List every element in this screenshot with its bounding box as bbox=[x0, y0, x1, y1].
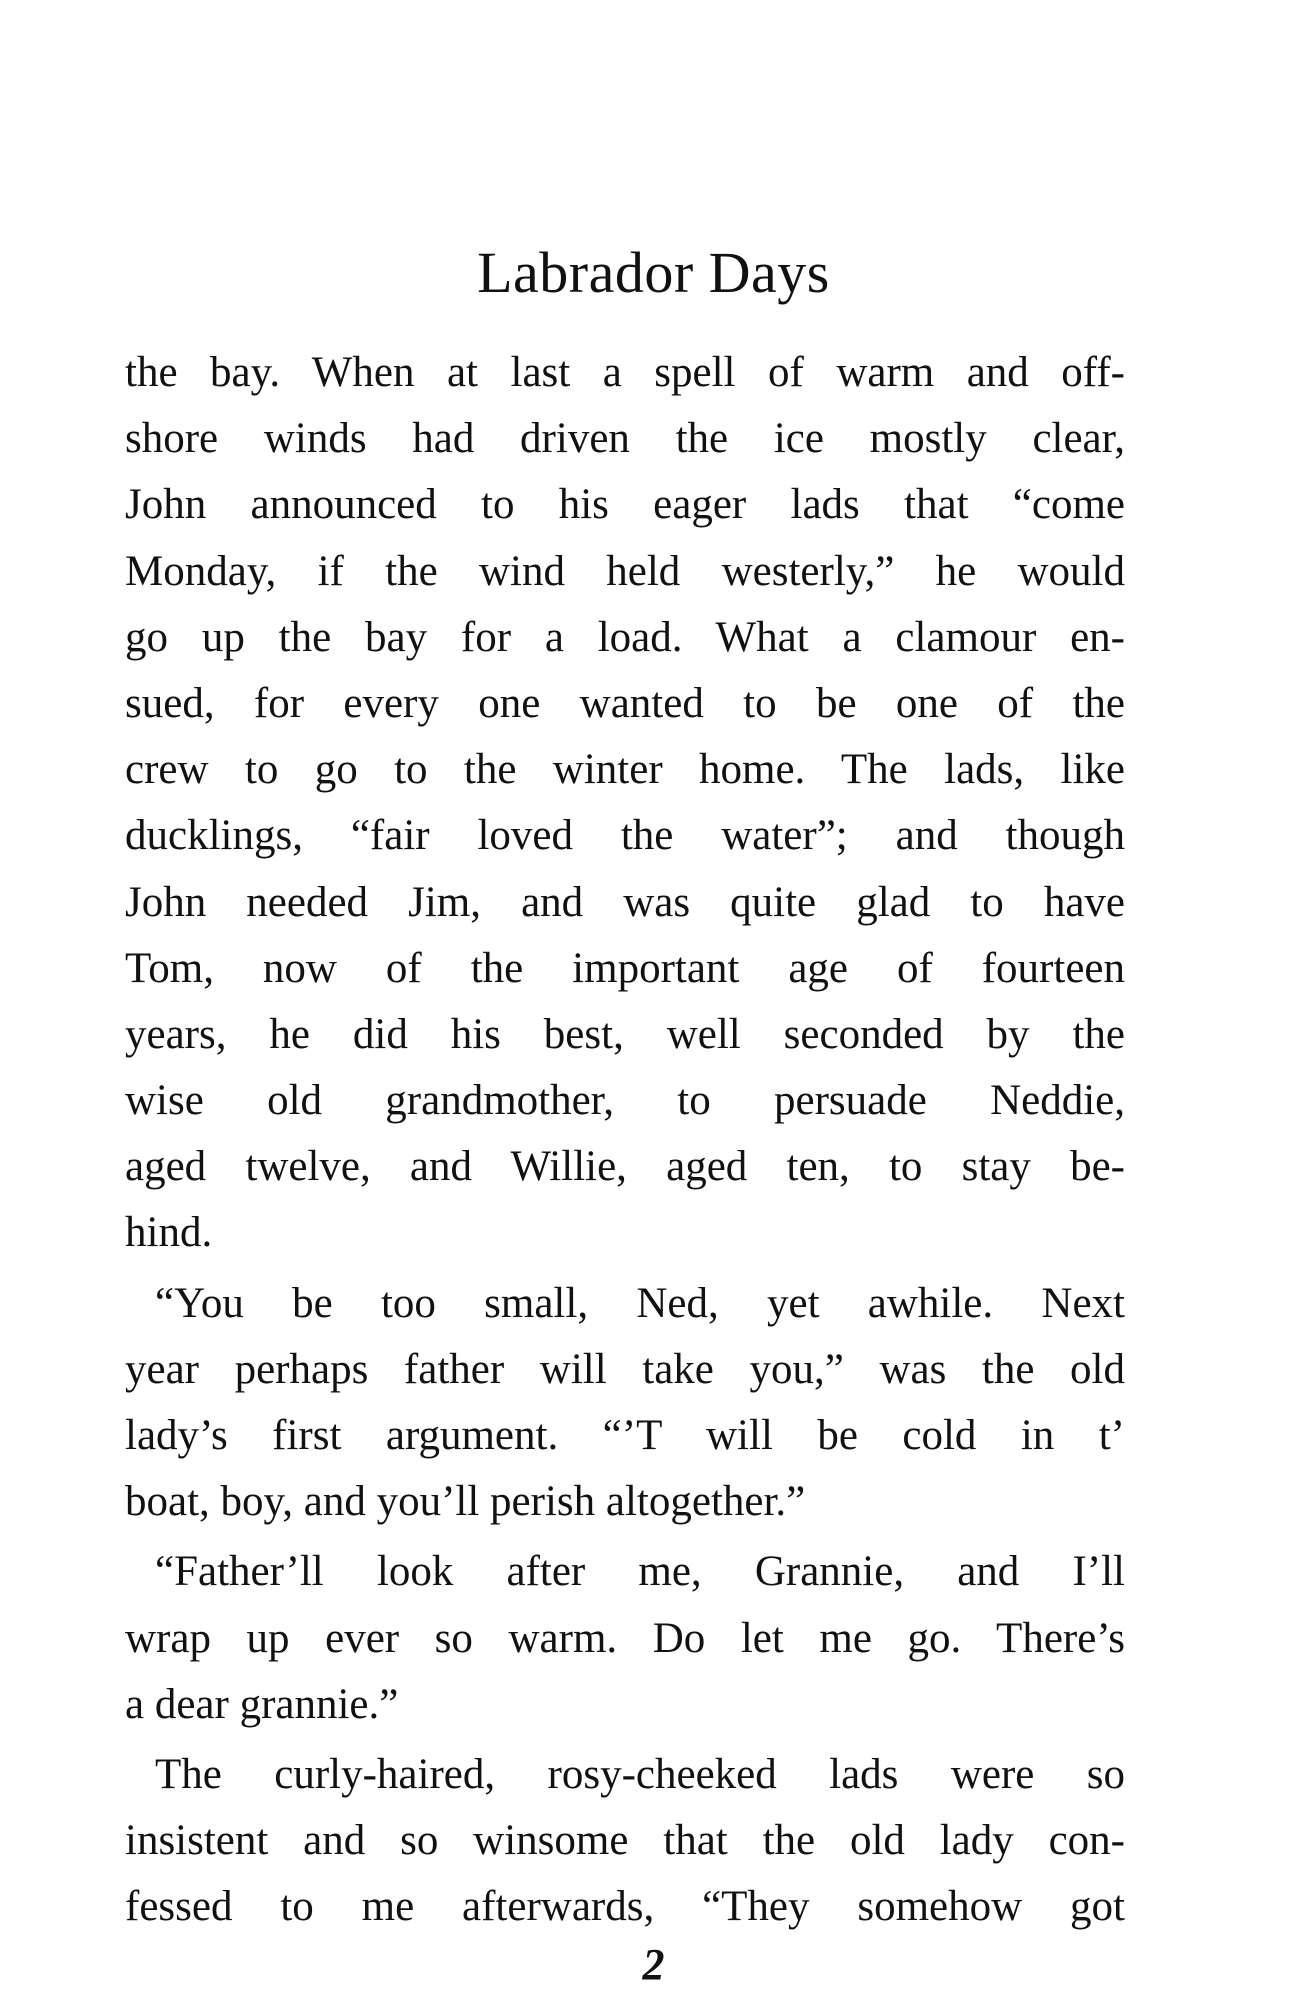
text-line: sued, for every one wanted to be one of the bbox=[125, 679, 1125, 727]
paragraph bbox=[125, 340, 1125, 1267]
text-line: Tom, now of the important age of fourteen bbox=[125, 944, 1125, 992]
text-line: years, he did his best, well seconded by the bbox=[125, 1010, 1125, 1058]
text-line: John needed Jim, and was quite glad to have bbox=[125, 878, 1125, 926]
paragraph bbox=[125, 1271, 1125, 1536]
text-line: go up the bay for a load. What a clamour en- bbox=[125, 613, 1125, 661]
text-line: aged twelve, and Willie, aged ten, to stay be- bbox=[125, 1143, 1125, 1191]
text-line: a dear grannie.” bbox=[125, 1680, 399, 1728]
text-line: lady’s first argument. “’T will be cold in t’ bbox=[125, 1412, 1125, 1459]
text-line: hind. bbox=[125, 1209, 213, 1257]
text-line: crew to go to the winter home. The lads, like bbox=[125, 746, 1125, 794]
running-head: Labrador Days bbox=[477, 240, 830, 305]
text-line: insistent and so winsome that the old lady con- bbox=[125, 1817, 1125, 1865]
text-line: “You be too small, Ned, yet awhile. Next bbox=[155, 1279, 1125, 1327]
text-line: fessed to me afterwards, “They somehow got bbox=[125, 1883, 1125, 1931]
text-line: “Father’ll look after me, Grannie, and I’ll bbox=[155, 1548, 1125, 1596]
text-line: boat, boy, and you’ll perish altogether.” bbox=[125, 1478, 806, 1526]
text-line: John announced to his eager lads that “come bbox=[125, 481, 1125, 529]
paragraph bbox=[125, 1742, 1125, 1941]
body-text bbox=[125, 340, 1125, 1941]
text-line: year perhaps father will take you,” was the old bbox=[125, 1345, 1125, 1393]
page-number: 2 bbox=[642, 1940, 665, 1989]
text-line: Monday, if the wind held westerly,” he would bbox=[125, 547, 1125, 595]
text-line: wrap up ever so warm. Do let me go. There’s bbox=[125, 1614, 1125, 1662]
text-line: wise old grandmother, to persuade Neddie, bbox=[125, 1077, 1125, 1125]
paragraph bbox=[125, 1539, 1125, 1738]
text-line: ducklings, “fair loved the water”; and though bbox=[125, 812, 1125, 860]
text-line: shore winds had driven the ice mostly clear, bbox=[125, 415, 1125, 463]
text-line: The curly-haired, rosy-cheeked lads were so bbox=[155, 1750, 1125, 1798]
text-line: the bay. When at last a spell of warm and off- bbox=[125, 349, 1125, 396]
